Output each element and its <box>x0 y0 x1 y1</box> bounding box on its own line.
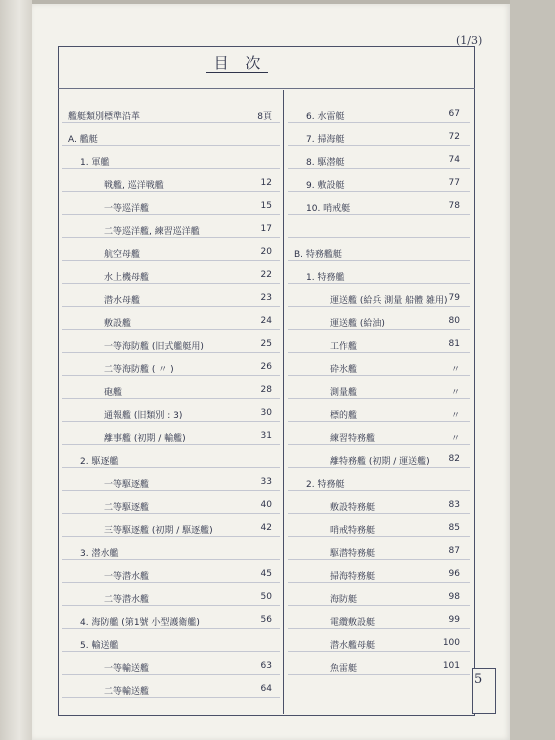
toc-entry-title: 一等巡洋艦 <box>104 204 150 214</box>
toc-entry-title: 工作艦 <box>330 342 358 352</box>
toc-entry-page: 45 <box>260 569 272 579</box>
row-rule <box>288 375 470 376</box>
toc-entry-title: 二等巡洋艦, 練習巡洋艦 <box>104 227 200 237</box>
row-rule <box>62 122 280 123</box>
row-rule <box>62 697 280 698</box>
page-number: 5 <box>474 672 483 687</box>
toc-entry-title: 10. 哨戒艇 <box>306 204 351 214</box>
row-rule <box>288 605 470 606</box>
row-rule <box>62 421 280 422</box>
toc-entry-page: 98 <box>448 592 460 602</box>
toc-entry-title: 駆潜特務艇 <box>330 549 376 559</box>
row-rule <box>288 628 470 629</box>
toc-entry-page: 25 <box>260 339 272 349</box>
row-rule <box>288 260 470 261</box>
row-rule <box>62 582 280 583</box>
row-rule <box>288 168 470 169</box>
toc-entry-title: 3. 潜水艦 <box>80 549 119 559</box>
row-rule <box>288 329 470 330</box>
toc-entry-title: 敷設特務艇 <box>330 503 376 513</box>
toc-entry-page: 85 <box>448 523 460 533</box>
row-rule <box>288 536 470 537</box>
toc-entry-page: 80 <box>448 316 460 326</box>
toc-entry-page: 26 <box>260 362 272 372</box>
toc-entry-title: 二等駆逐艦 <box>104 503 150 513</box>
toc-entry-title: 運送艦 (給油) <box>330 319 385 329</box>
toc-entry-title: 砲艦 <box>104 388 123 398</box>
row-rule <box>62 605 280 606</box>
toc-entry-title: 掃海特務艇 <box>330 572 376 582</box>
page-reference: (1/3) <box>456 34 483 47</box>
toc-entry-title: 離事艦 (初期 / 輸艦) <box>104 434 186 444</box>
toc-entry-title: 9. 敷設艇 <box>306 181 345 191</box>
toc-entry-title: 一等潜水艦 <box>104 572 150 582</box>
toc-entry-page: 30 <box>260 408 272 418</box>
toc-entry-page: 96 <box>448 569 460 579</box>
toc-entry-title: 砕氷艦 <box>330 365 358 375</box>
toc-entry-title: 7. 掃海艇 <box>306 135 345 145</box>
toc-entry-page: 42 <box>260 523 272 533</box>
toc-entry-page: 〃 <box>450 411 460 421</box>
toc-entry-page: 23 <box>260 293 272 303</box>
row-rule <box>288 651 470 652</box>
toc-entry-title: 哨戒特務艇 <box>330 526 376 536</box>
row-rule <box>62 237 280 238</box>
row-rule <box>62 513 280 514</box>
toc-entry-title: 戦艦, 巡洋戦艦 <box>104 181 164 191</box>
row-rule <box>288 421 470 422</box>
row-rule <box>288 145 470 146</box>
toc-entry-title: 1. 特務艦 <box>306 273 345 283</box>
toc-entry-page: 72 <box>448 132 460 142</box>
toc-entry-title: 4. 海防艦 (第1號 小型護衛艦) <box>80 618 200 628</box>
row-rule <box>62 536 280 537</box>
toc-entry-page: 56 <box>260 615 272 625</box>
row-rule <box>62 467 280 468</box>
toc-entry-page: 78 <box>448 201 460 211</box>
toc-entry-page: 24 <box>260 316 272 326</box>
row-rule <box>288 214 470 215</box>
toc-entry-title: 2. 特務艇 <box>306 480 345 490</box>
toc-entry-page: 20 <box>260 247 272 257</box>
toc-entry-page: 12 <box>260 178 272 188</box>
row-rule <box>288 352 470 353</box>
toc-entry-page: 74 <box>448 155 460 165</box>
toc-entry-title: 8. 駆潜艇 <box>306 158 345 168</box>
row-rule <box>62 260 280 261</box>
toc-entry-page: 8頁 <box>257 112 272 122</box>
toc-entry-title: 運送艦 (給兵 測量 船體 雑用) <box>330 296 448 306</box>
row-rule <box>62 214 280 215</box>
toc-entry-page: 67 <box>448 109 460 119</box>
toc-entry-page: 79 <box>448 293 460 303</box>
row-rule <box>62 490 280 491</box>
toc-entry-page: 〃 <box>450 434 460 444</box>
page-title: 目 次 <box>213 54 267 72</box>
toc-entry-title: 三等駆逐艦 (初期 / 駆逐艦) <box>104 526 213 536</box>
row-rule <box>288 398 470 399</box>
toc-entry-title: 離特務艦 (初期 / 運送艦) <box>330 457 430 467</box>
toc-entry-page: 87 <box>448 546 460 556</box>
row-rule <box>288 559 470 560</box>
toc-entry-page: 82 <box>448 454 460 464</box>
toc-entry-page: 63 <box>260 661 272 671</box>
toc-entry-title: 一等駆逐艦 <box>104 480 150 490</box>
toc-entry-title: 潜水母艦 <box>104 296 141 306</box>
row-rule <box>62 283 280 284</box>
adjacent-page-edge <box>0 0 32 740</box>
row-rule <box>62 375 280 376</box>
toc-entry-page: 50 <box>260 592 272 602</box>
row-rule <box>62 168 280 169</box>
title-underline <box>206 72 268 73</box>
toc-entry-title: 航空母艦 <box>104 250 141 260</box>
row-rule <box>62 398 280 399</box>
toc-entry-title: A. 艦艇 <box>68 135 98 145</box>
row-rule <box>62 444 280 445</box>
column-divider <box>283 90 284 714</box>
row-rule <box>62 306 280 307</box>
toc-entry-title: B. 特務艦艇 <box>294 250 342 260</box>
toc-entry-title: 水上機母艦 <box>104 273 150 283</box>
toc-entry-page: 33 <box>260 477 272 487</box>
toc-entry-page: 17 <box>260 224 272 234</box>
toc-entry-title: 二等潜水艦 <box>104 595 150 605</box>
row-rule <box>288 191 470 192</box>
header-rule <box>58 88 475 89</box>
toc-entry-title: 標的艦 <box>330 411 358 421</box>
toc-entry-title: 敷設艦 <box>104 319 132 329</box>
toc-entry-title: 6. 水雷艇 <box>306 112 345 122</box>
row-rule <box>288 122 470 123</box>
toc-entry-page: 31 <box>260 431 272 441</box>
toc-entry-title: 1. 軍艦 <box>80 158 110 168</box>
toc-entry-title: 海防艇 <box>330 595 358 605</box>
row-rule <box>288 283 470 284</box>
row-rule <box>288 467 470 468</box>
toc-entry-title: 一等海防艦 (旧式艦艇用) <box>104 342 204 352</box>
row-rule <box>62 329 280 330</box>
toc-entry-title: 魚雷艇 <box>330 664 358 674</box>
row-rule <box>62 145 280 146</box>
toc-entry-page: 40 <box>260 500 272 510</box>
toc-entry-title: 一等輸送艦 <box>104 664 150 674</box>
row-rule <box>62 651 280 652</box>
row-rule <box>62 559 280 560</box>
row-rule <box>288 674 470 675</box>
toc-entry-title: 通報艦 (旧類別 : 3) <box>104 411 183 421</box>
row-rule <box>62 352 280 353</box>
toc-entry-page: 64 <box>260 684 272 694</box>
background-surface <box>510 0 555 740</box>
toc-entry-page: 100 <box>442 638 460 648</box>
row-rule <box>288 490 470 491</box>
row-rule <box>62 674 280 675</box>
toc-entry-title: 二等海防艦 ( 〃 ) <box>104 365 174 375</box>
row-rule <box>62 628 280 629</box>
toc-entry-title: 測量艦 <box>330 388 358 398</box>
toc-entry-title: 電纜敷設艇 <box>330 618 376 628</box>
toc-entry-page: 101 <box>442 661 460 671</box>
toc-entry-page: 81 <box>448 339 460 349</box>
toc-entry-title: 5. 輸送艦 <box>80 641 119 651</box>
toc-entry-title: 潜水艦母艇 <box>330 641 376 651</box>
toc-entry-page: 22 <box>260 270 272 280</box>
toc-entry-title: 2. 駆逐艦 <box>80 457 119 467</box>
toc-entry-page: 15 <box>260 201 272 211</box>
row-rule <box>288 444 470 445</box>
row-rule <box>288 237 470 238</box>
toc-entry-title: 二等輸送艦 <box>104 687 150 697</box>
row-rule <box>288 306 470 307</box>
toc-entry-page: 28 <box>260 385 272 395</box>
toc-entry-title: 練習特務艦 <box>330 434 376 444</box>
toc-entry-page: 〃 <box>450 365 460 375</box>
toc-entry-page: 〃 <box>450 388 460 398</box>
toc-entry-page: 83 <box>448 500 460 510</box>
row-rule <box>62 191 280 192</box>
row-rule <box>288 582 470 583</box>
row-rule <box>288 513 470 514</box>
toc-entry-title: 艦艇類別標準沿革 <box>68 112 141 122</box>
toc-entry-page: 99 <box>448 615 460 625</box>
toc-entry-page: 77 <box>448 178 460 188</box>
